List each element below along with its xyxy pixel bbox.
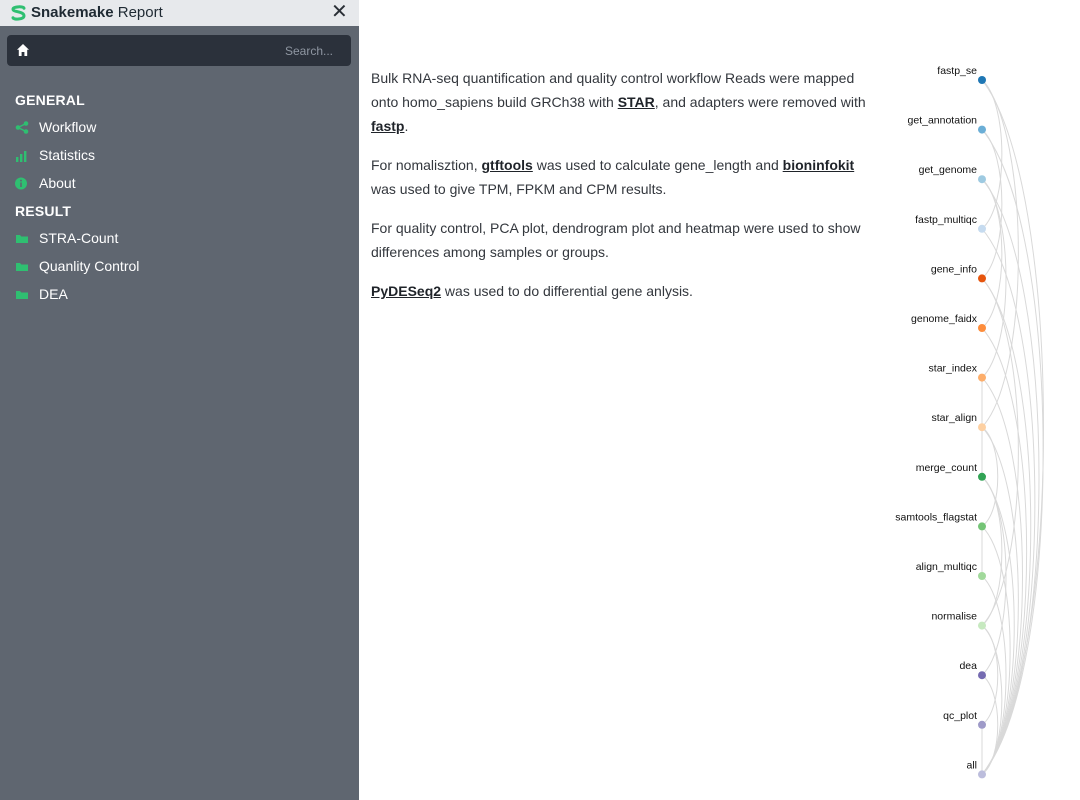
dag-node[interactable] xyxy=(978,770,986,778)
dag-node-label: samtools_flagstat xyxy=(895,511,977,524)
description-paragraph xyxy=(371,153,881,201)
workflow-description xyxy=(371,66,881,318)
sidebar-item-label: About xyxy=(39,175,76,191)
dag-node[interactable] xyxy=(978,473,986,481)
dag-node-label: merge_count xyxy=(915,461,977,474)
sidebar-item-label: Workflow xyxy=(39,119,97,135)
dag-nodes xyxy=(895,65,986,778)
home-icon[interactable] xyxy=(16,43,30,57)
dag-edge xyxy=(982,278,1018,625)
folder-icon xyxy=(15,232,29,245)
app-title-rest: Report xyxy=(117,4,163,21)
sidebar-item-dea[interactable] xyxy=(15,284,345,306)
text-span: . xyxy=(404,118,409,134)
app-title xyxy=(31,4,163,21)
dag-node[interactable] xyxy=(978,522,986,530)
dag-node[interactable] xyxy=(978,622,986,630)
sidebar-item-label: Quanlity Control xyxy=(39,258,140,274)
result-heading: RESULT xyxy=(15,203,72,219)
description-paragraph xyxy=(371,66,881,138)
dag-node[interactable] xyxy=(978,423,986,431)
dag-node[interactable] xyxy=(978,274,986,282)
dag-node-label: fastp_se xyxy=(937,65,977,77)
text-span: Bulk RNA-seq quantification and quality control workflow Reads were mapped onto homo_sapiens build GRCh38 with xyxy=(371,70,855,110)
dag-edge xyxy=(982,378,1023,775)
app-title-bold: Snakemake xyxy=(31,4,114,21)
dag-node[interactable] xyxy=(978,76,986,84)
bar-chart-icon xyxy=(15,149,29,162)
sidebar-item-label: STRA-Count xyxy=(39,230,119,246)
sidebar-item-label: Statistics xyxy=(39,147,96,163)
text-span: was used to calculate gene_length and xyxy=(532,157,783,173)
dag-edge xyxy=(982,80,1018,427)
text-span: For nomalisztion, xyxy=(371,157,482,173)
dag-node-label: genome_faidx xyxy=(911,313,977,325)
dag-node[interactable] xyxy=(978,374,986,382)
dag-edges xyxy=(982,80,1044,774)
text-span: was used to give TPM, FPKM and CPM results. xyxy=(371,181,667,197)
sidebar-item-statistics[interactable] xyxy=(15,145,345,167)
star-link[interactable]: STAR xyxy=(617,94,655,110)
close-sidebar-button[interactable]: ✕ xyxy=(331,1,348,23)
dag-edge xyxy=(982,427,1018,774)
dag-node-label: get_annotation xyxy=(907,114,977,127)
pydeseq2-link[interactable]: PyDESeq2 xyxy=(371,283,442,299)
workflow-dag xyxy=(880,60,1080,790)
dag-edge xyxy=(982,626,1002,775)
bioninfokit-link[interactable]: bioninfokit xyxy=(782,157,855,173)
text-span: , and adapters were removed with xyxy=(654,94,866,110)
sidebar xyxy=(0,0,359,800)
sidebar-item-stra-count[interactable] xyxy=(15,228,345,250)
dag-node[interactable] xyxy=(978,721,986,729)
dag-node-label: gene_info xyxy=(930,263,977,276)
sidebar-header xyxy=(0,0,359,26)
dag-node-label: fastp_multiqc xyxy=(915,213,977,226)
search-bar xyxy=(7,35,351,66)
snakemake-logo-icon xyxy=(11,5,26,21)
fastp-link[interactable]: fastp xyxy=(371,118,405,134)
sidebar-item-about[interactable] xyxy=(15,173,345,195)
dag-node-label: all xyxy=(966,759,977,772)
text-span: was used to do differential gene anlysis. xyxy=(441,283,693,299)
dag-node-label: normalise xyxy=(931,610,977,623)
dag-node-label: star_index xyxy=(928,362,977,375)
description-paragraph: For quality control, PCA plot, dendrogram plot and heatmap were used to show differences among samples or groups. xyxy=(371,220,861,260)
sidebar-item-workflow[interactable] xyxy=(15,117,345,139)
dag-node[interactable] xyxy=(978,671,986,679)
dag-node[interactable] xyxy=(978,126,986,134)
dag-edge xyxy=(982,278,1031,774)
dag-node[interactable] xyxy=(978,572,986,580)
description-paragraph xyxy=(371,279,881,303)
info-circle-icon xyxy=(15,177,29,190)
dag-node[interactable] xyxy=(978,324,986,332)
sidebar-item-label: DEA xyxy=(39,286,68,302)
sidebar-item-quality-control[interactable] xyxy=(15,256,345,278)
share-nodes-icon xyxy=(15,121,29,134)
folder-icon xyxy=(15,260,29,273)
dag-node-label: qc_plot xyxy=(943,709,977,722)
gtftools-link[interactable]: gtftools xyxy=(481,157,533,173)
dag-node[interactable] xyxy=(978,175,986,183)
dag-node-label: align_multiqc xyxy=(915,561,977,573)
dag-edge xyxy=(982,477,1002,626)
dag-node-label: star_align xyxy=(931,412,977,425)
search-input[interactable] xyxy=(47,40,335,62)
folder-icon xyxy=(15,288,29,301)
dag-node-label: dea xyxy=(959,660,977,673)
general-heading: GENERAL xyxy=(15,92,85,108)
dag-node-label: get_genome xyxy=(918,164,977,177)
dag-node[interactable] xyxy=(978,225,986,233)
